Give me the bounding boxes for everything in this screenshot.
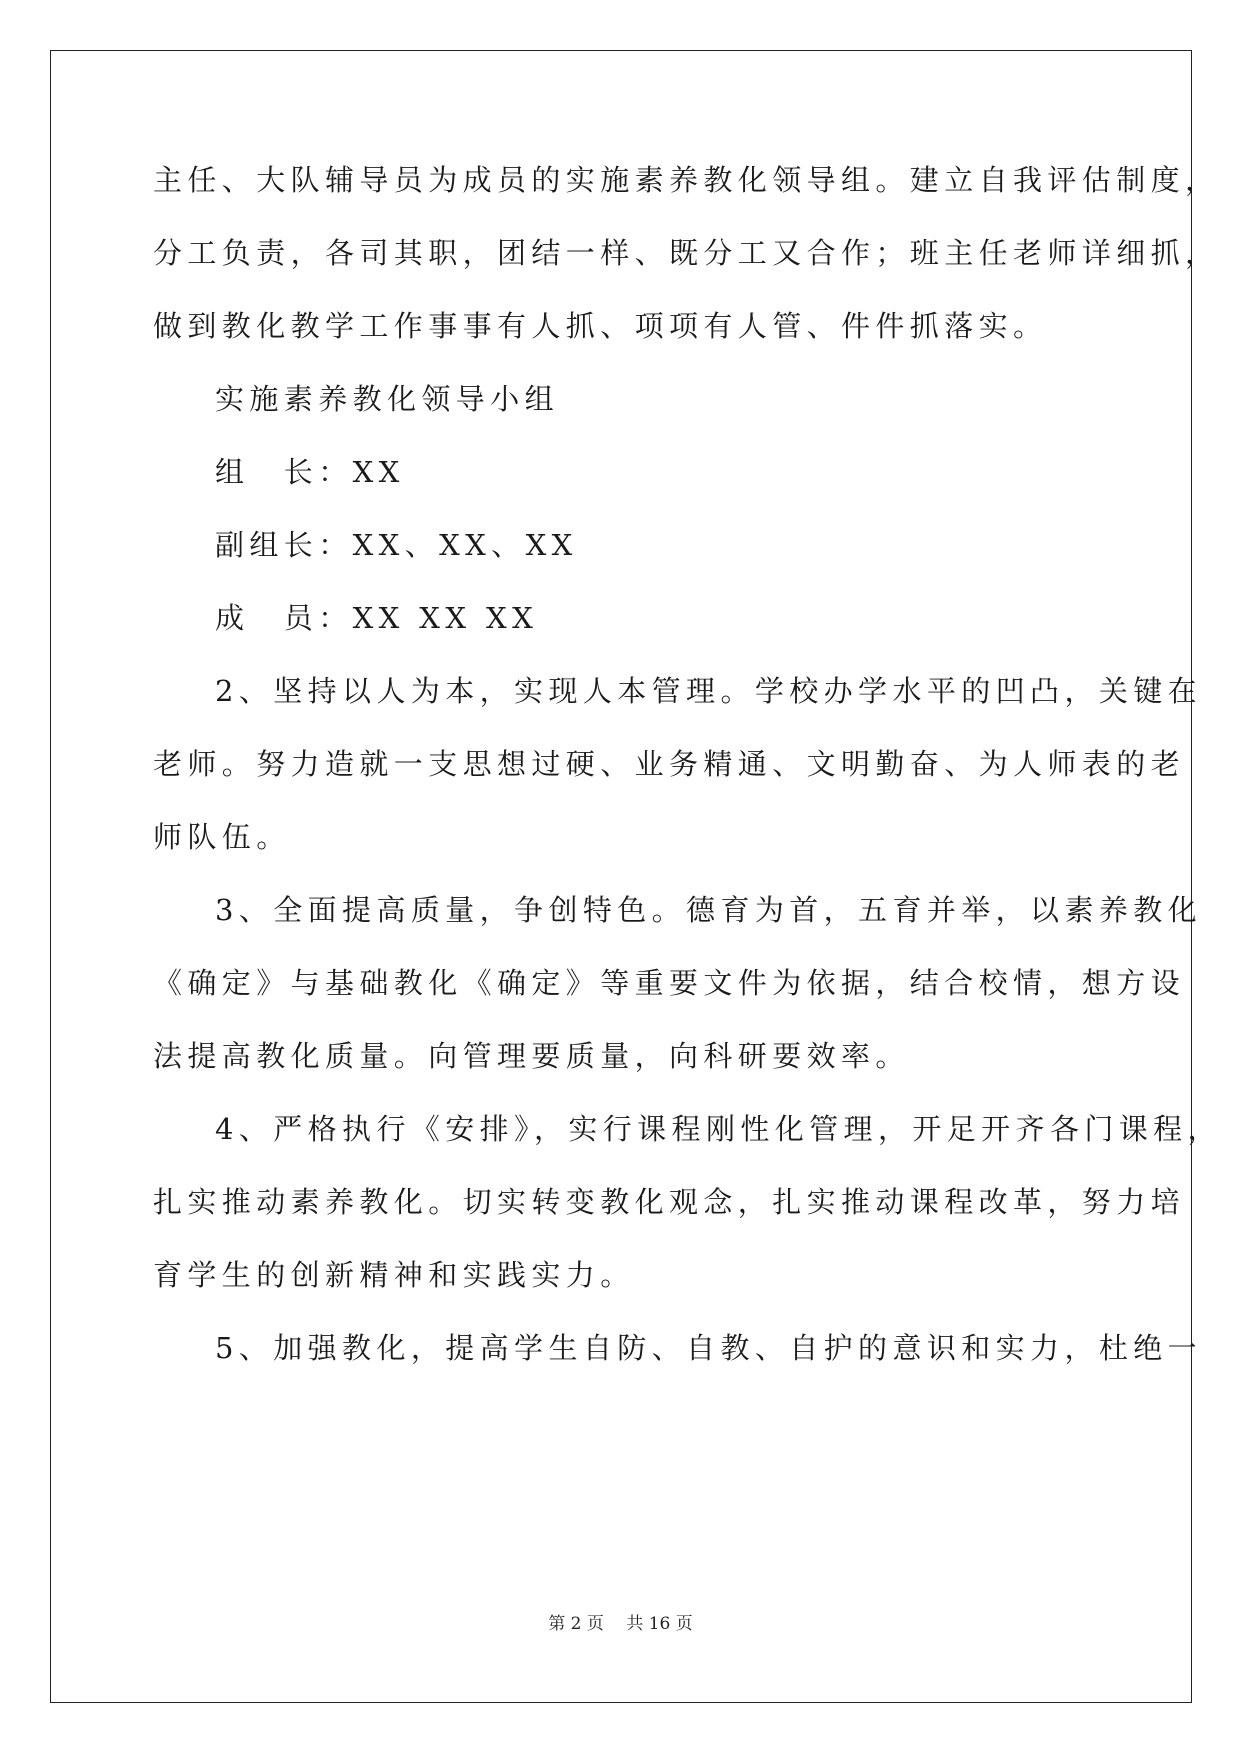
text-line: 育学生的创新精神和实践实力。 [153, 1258, 635, 1292]
text-line: 师队伍。 [153, 820, 291, 854]
text-line: 做到教化教学工作事事有人抓、项项有人管、件件抓落实。 [153, 309, 1048, 343]
page-border [50, 50, 1192, 1703]
text-line: 2、坚持以人为本，实现人本管理。学校办学水平的凹凸，关键在 [215, 674, 1203, 708]
page-footer: 第 2 页 共 16 页 [548, 1614, 693, 1634]
text-line: 副组长：XX、XX、XX [215, 528, 578, 562]
section-heading: 实施素养教化领导小组 [215, 382, 560, 416]
text-line: 扎实推动素养教化。切实转变教化观念，扎实推动课程改革，努力培 [153, 1185, 1186, 1219]
text-line: 3、全面提高质量，争创特色。德育为首，五育并举，以素养教化 [215, 893, 1203, 927]
text-line: 组 长：XX [215, 455, 405, 489]
text-line: 分工负责，各司其职，团结一样、既分工又合作；班主任老师详细抓， [153, 236, 1220, 270]
text-line: 成 员：XX XX XX [215, 601, 539, 635]
text-line: 《确定》与基础教化《确定》等重要文件为依据，结合校情，想方设 [153, 966, 1186, 1000]
text-line: 老师。努力造就一支思想过硬、业务精通、文明勤奋、为人师表的老 [153, 747, 1186, 781]
text-line: 5、加强教化，提高学生自防、自教、自护的意识和实力，杜绝一 [215, 1331, 1203, 1365]
text-line: 主任、大队辅导员为成员的实施素养教化领导组。建立自我评估制度， [153, 163, 1220, 197]
text-line: 4、严格执行《安排》，实行课程刚性化管理，开足开齐各门课程， [215, 1112, 1222, 1146]
text-line: 法提高教化质量。向管理要质量，向科研要效率。 [153, 1039, 910, 1073]
